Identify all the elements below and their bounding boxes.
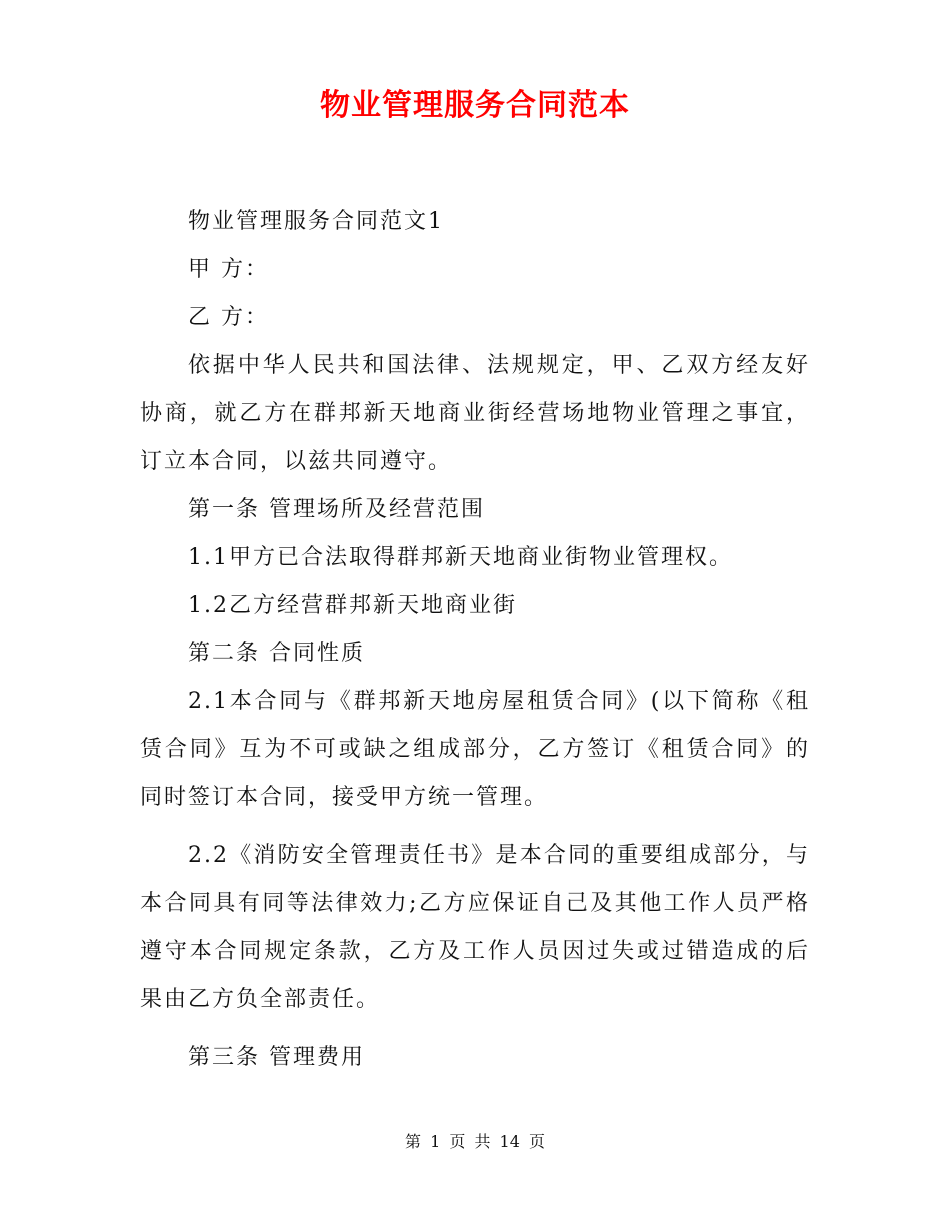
page-number-footer: 第 1 页 共 14 页 <box>405 1132 545 1151</box>
clause-1-2: 1.2乙方经营群邦新天地商业街 <box>188 593 517 618</box>
clause-2-2: 2.2《消防安全管理责任书》是本合同的重要组成部分，与本合同具有同等法律效力;乙方应保证自己及其他工作人员严格遵守本合同规定条款，乙方及工作人员因过失或过错造成的后果由乙方负全部责任。 <box>140 843 810 1012</box>
article-3-heading: 第三条 管理费用 <box>188 1045 365 1070</box>
document-body <box>140 198 810 1082</box>
contract-subtitle: 物业管理服务合同范文1 <box>188 209 444 234</box>
article-1-heading: 第一条 管理场所及经营范围 <box>188 497 485 522</box>
document-title: 物业管理服务合同范本 <box>320 88 630 123</box>
party-a-line: 甲 方： <box>188 257 269 282</box>
clause-1-1: 1.1甲方已合法取得群邦新天地商业街物业管理权。 <box>188 545 733 570</box>
preamble-paragraph: 依据中华人民共和国法律、法规规定，甲、乙双方经友好协商，就乙方在群邦新天地商业街经营场地物业管理之事宜，订立本合同，以兹共同遵守。 <box>140 353 810 474</box>
clause-2-1: 2.1本合同与《群邦新天地房屋租赁合同》(以下简称《租赁合同》互为不可或缺之组成部分，乙方签订《租赁合同》的同时签订本合同，接受甲方统一管理。 <box>140 689 810 810</box>
party-b-line: 乙 方： <box>188 305 269 330</box>
article-2-heading: 第二条 合同性质 <box>188 641 365 666</box>
